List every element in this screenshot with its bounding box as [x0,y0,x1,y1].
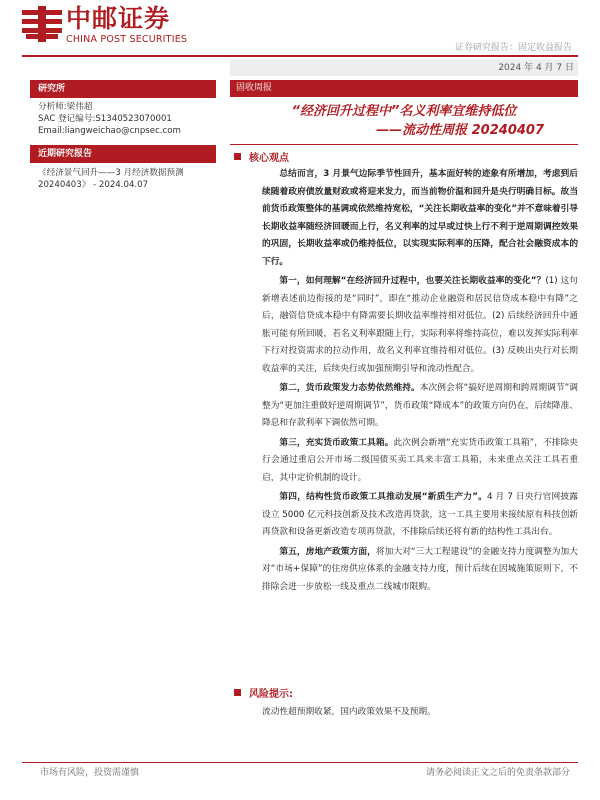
recent-report-line-1[interactable]: 《经济景气回升——3 月经济数据预测 [38,168,184,178]
point-one-paragraph [262,273,578,378]
point-two-lead: 第二，货币政策发力态势依然维持。 [279,383,420,393]
point-three-body: 此次例会新增“充实货币政策工具箱”，不排除央行会通过重启公开市场二级国债买卖工具来丰富工具箱，未来重点关注工具若重启，其中定价机制的设计。 [262,437,578,483]
point-four-lead: 第四，结构性货币政策工具推动发展“新质生产力”。 [279,492,488,502]
point-two-paragraph [262,380,578,433]
footer-divider [22,762,578,763]
core-view-heading-text: 核心观点 [249,153,289,164]
title-divider [230,144,578,145]
core-view-heading [234,152,289,165]
square-bullet-icon [234,689,241,696]
sac-number: SAC 登记编号:S1340523070001 [38,114,172,124]
analyst-name: 分析师:梁伟超 [38,102,93,112]
report-category-tag: 固收周报 [230,80,578,97]
header-divider [22,55,578,57]
report-date: 2024 年 4 月 7 日 [498,63,574,73]
point-four-paragraph [262,489,578,542]
report-type-label: 证券研究报告：固定收益报告 [454,43,572,53]
logo-english-text: CHINA POST SECURITIES [66,34,188,45]
summary-paragraph [262,166,578,271]
risk-warning-footer: 市场有风险，投资需谨慎 [40,768,140,778]
company-logo [22,4,200,46]
core-view-body [262,166,578,596]
point-five-body: 将加大对“三大工程建设”的金融支持力度调整为加大对“市场+保障”的住房供应体系的金融支持力度，预计后续在因城施策原则下，不排除会进一步放松一线及重点二线城市限购。 [262,546,578,592]
date-bar [230,60,578,76]
point-one-lead: 第一，如何理解“在经济回升过程中，也要关注长期收益率的变化”？ [279,276,546,286]
risk-heading-text: 风险提示: [249,689,293,700]
point-four-body: 4 月 7 日央行官网披露设立 5000 亿元科技创新及技术改造再贷款，这一工具主要用来接续原有科技创新再贷款和设备更新改造专项再贷款，不排除后续还将有新的结构性工具出台。 [262,492,578,537]
point-five-lead: 第五，房地产政策方面， [279,546,376,557]
recent-reports-title: 近期研究报告 [30,145,216,163]
risk-text: 流动性超预期收紧，国内政策效果不及预期。 [262,707,436,717]
analyst-email[interactable]: Email:liangweichao@cnpsec.com [38,126,181,136]
point-three-lead: 第三，充实货币政策工具箱。 [279,437,394,448]
point-two-body: 本次例会将“搞好逆周期和跨周期调节”调整为“更加注重做好逆周期调节”，货币政策“降成本”的政策方向仍在，后续降准、降息和存款利率下调依然可期。 [262,383,578,428]
square-bullet-icon [234,153,241,160]
institute-title: 研究所 [30,80,216,98]
recent-report-line-2[interactable]: 20240403》 - 2024.04.07 [38,180,149,190]
report-subtitle: ——流动性周报 20240407 [376,123,544,138]
point-five-paragraph [262,544,578,597]
disclaimer-footer: 请务必阅读正文之后的免责条款部分 [425,768,570,778]
logo-chinese-text: 中邮证券 [66,4,171,33]
report-title: “经济回升过程中”名义利率宜维持低位 [291,104,517,119]
point-three-paragraph [262,435,578,488]
summary-text: 总结而言，3 月景气边际季节性回升，基本面好转的迹象有所增加，考虑到后续随着政府债放量财政或将迎来发力，而当前物价温和回升是央行明确目标。故当前货币政策整体的基调或依然维持宽松，“关注长期收益率的变化”并不意味着引导长期收益率随经济回暖而上行，名义利率的过早或过快上行不利于逆周期调控效果的巩固，长期收益率或仍维持低位，以实现实际利率的压降，配合社会融资成本的下行。 [262,169,578,267]
point-one-body: (1) 这句新增表述前边衔接的是“同时”，即在“推动企业融资和居民信贷成本稳中有降”之后，融资信贷成本稳中有降需要长期收益率维持相对低位。(2) 后续经济回升中通胀可能有所回暖，若名义利率跟随上行，实际利率将维持高位，难以发挥实际利率下行对投资需求的拉动作用，故名义利率宜维持相对低位。(3) 反映出央行对长期收益率的关注，后续央行或加强预期引导和流动性配合。 [262,276,578,374]
risk-heading [234,688,293,701]
china-post-logo-icon [22,6,62,42]
